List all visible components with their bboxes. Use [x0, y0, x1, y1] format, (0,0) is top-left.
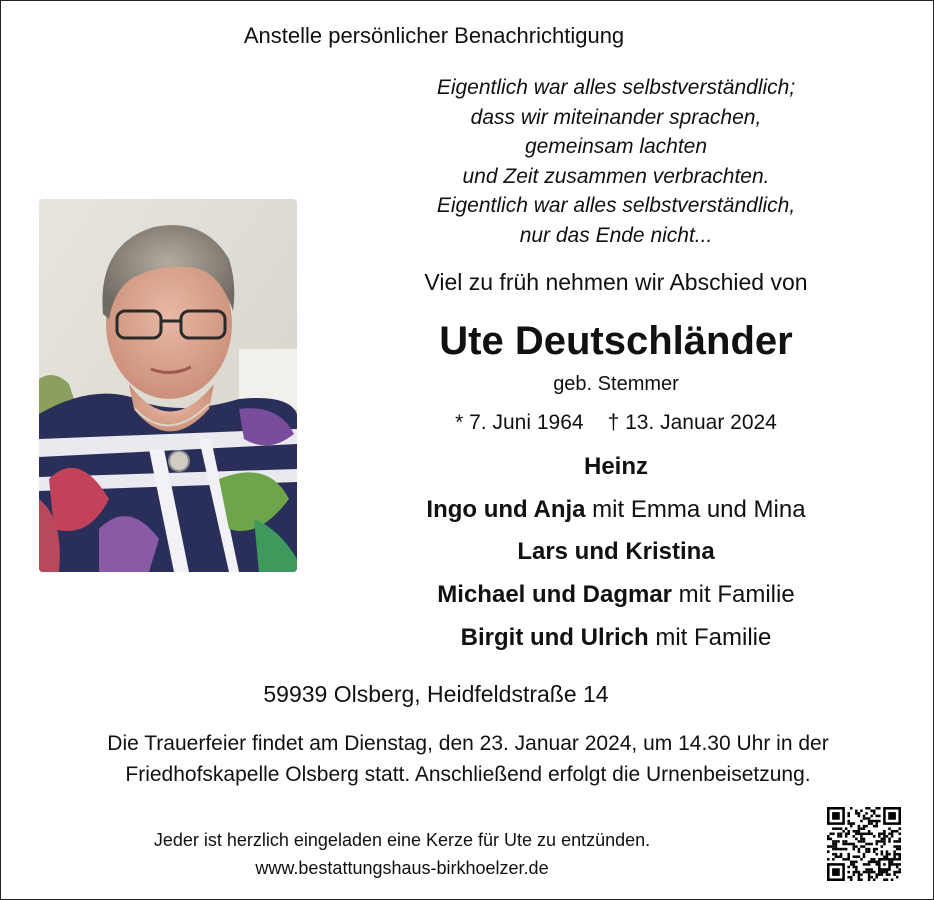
poem-line: und Zeit zusammen verbrachten.: [462, 164, 770, 188]
poem-line: Eigentlich war alles selbstverständlich,: [436, 194, 796, 217]
poem-line: dass wir miteinander sprachen,: [470, 105, 762, 129]
service-line: Friedhofskapelle Olsberg statt. Anschließend erfolgt die Urnenbeisetzung.: [125, 763, 811, 786]
poem: [371, 73, 861, 250]
birth-date: * 7. Juni 1964: [455, 411, 584, 434]
deceased-name: Ute Deutschländer: [439, 319, 793, 363]
portrait-photo-drawing: [39, 199, 297, 572]
poem-line: nur das Ende nicht...: [519, 223, 713, 247]
candle-invitation: Jeder ist herzlich eingeladen eine Kerze für Ute zu entzünden.: [153, 830, 651, 850]
qr-code-drawing: [827, 807, 901, 881]
death-date: † 13. Januar 2024: [607, 411, 777, 434]
portrait-photo: [39, 199, 297, 572]
notice-header: Anstelle persönlicher Benachrichtigung: [243, 23, 625, 48]
life-dates: [341, 411, 891, 435]
poem-line: gemeinsam lachten: [524, 135, 708, 158]
service-info: [21, 728, 915, 790]
family-line: Heinz: [583, 453, 648, 480]
poem-line: Eigentlich war alles selbstverständlich;: [436, 76, 796, 99]
service-line: Die Trauerfeier findet am Dienstag, den 23. Januar 2024, um 14.30 Uhr in der: [107, 732, 829, 755]
family-address: 59939 Olsberg, Heidfeldstraße 14: [263, 681, 609, 707]
birth-name: geb. Stemmer: [553, 373, 679, 395]
family-line: Michael und Dagmar mit Familie: [437, 581, 795, 608]
family-line: Birgit und Ulrich mit Familie: [460, 624, 772, 651]
family-line: Lars und Kristina: [517, 538, 715, 565]
website-link[interactable]: www.bestattungshaus-birkhoelzer.de: [255, 858, 549, 878]
family-line: Ingo und Anja mit Emma und Mina: [426, 496, 806, 523]
qr-code-icon[interactable]: [827, 807, 901, 881]
farewell-intro: Viel zu früh nehmen wir Abschied von: [424, 269, 808, 295]
